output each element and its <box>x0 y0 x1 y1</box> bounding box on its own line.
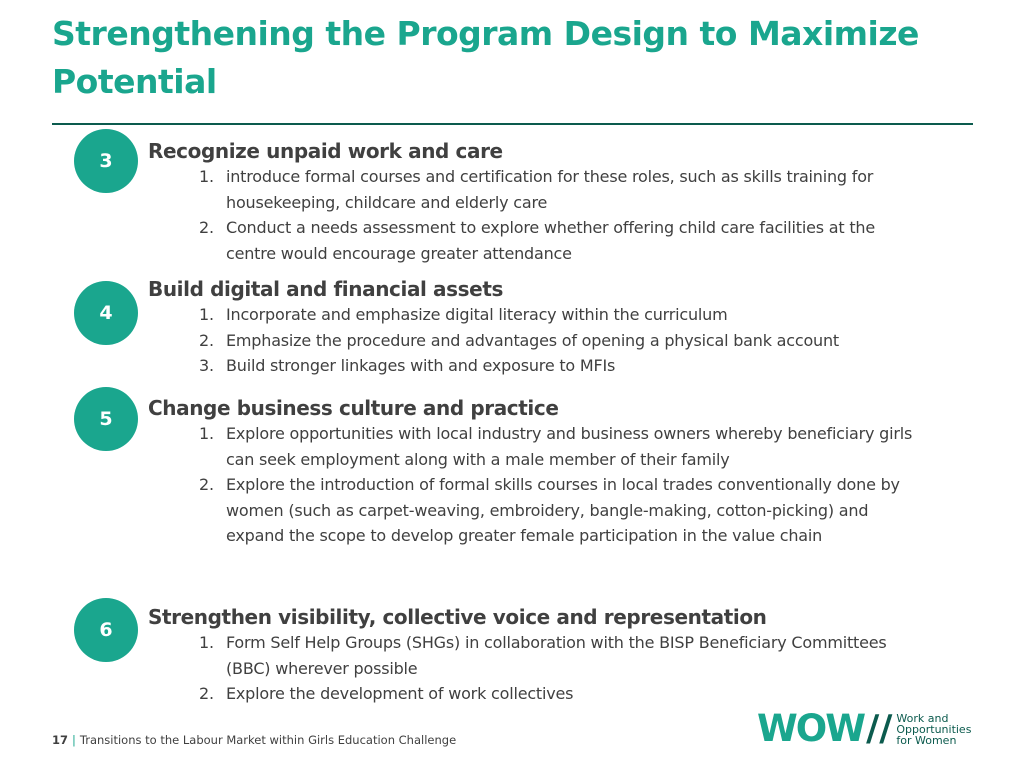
footer-text: Transitions to the Labour Market within Girls Education Challenge <box>79 733 457 747</box>
list-item: 1. Explore opportunities with local industry and business owners whereby beneficiary girls can seek employment along with a male member of their family <box>199 424 913 469</box>
section-visibility-voice <box>148 604 928 707</box>
slide-title: Strengthening the Program Design to Maximize Potential <box>52 14 919 101</box>
list-item: 3. Build stronger linkages with and exposure to MFIs <box>199 356 616 375</box>
section-list <box>148 302 928 379</box>
section-number-badge: 6 <box>74 598 138 662</box>
list-item: 2. Conduct a needs assessment to explore whether offering child care facilities at the centre would encourage greater attendance <box>199 218 876 263</box>
section-digital-financial-assets <box>148 276 928 379</box>
section-list <box>148 164 928 266</box>
section-recognize-unpaid-work <box>148 138 928 266</box>
section-number-badge: 3 <box>74 129 138 193</box>
list-item: 2. Emphasize the procedure and advantages of opening a physical bank account <box>199 330 840 350</box>
list-item: 2. Explore the development of work collectives <box>199 684 574 703</box>
list-item: 1. introduce formal courses and certification for these roles, such as skills training for housekeeping, childcare and elderly care <box>199 167 874 212</box>
section-heading: Build digital and financial assets <box>148 277 503 301</box>
section-list <box>148 421 928 549</box>
section-list <box>148 630 928 707</box>
section-heading: Strengthen visibility, collective voice and representation <box>148 605 767 629</box>
wow-logo <box>757 709 971 749</box>
section-heading: Recognize unpaid work and care <box>148 139 503 163</box>
logo-slash: // <box>866 708 893 749</box>
section-number-badge: 4 <box>74 281 138 345</box>
section-number-badge: 5 <box>74 387 138 451</box>
section-heading: Change business culture and practice <box>148 396 559 420</box>
title-divider <box>52 123 973 125</box>
logo-wordmark: WOW <box>757 707 865 750</box>
section-business-culture <box>148 395 928 549</box>
footer-separator: | <box>72 733 76 747</box>
list-item: 1. Form Self Help Groups (SHGs) in collaboration with the BISP Beneficiary Committees (BBC) wherever possible <box>199 633 887 678</box>
page-number: 17 <box>52 733 69 747</box>
footer <box>52 733 456 747</box>
list-item: 1. Incorporate and emphasize digital literacy within the curriculum <box>199 305 728 324</box>
logo-tagline: Work and Opportunities for Women <box>896 711 972 747</box>
list-item: 2. Explore the introduction of formal skills courses in local trades conventionally done by women (such as carpet-weaving, embroidery, bangle-making, cotton-picking) and expand the scope to develop greater female participation in the value chain <box>199 475 900 545</box>
